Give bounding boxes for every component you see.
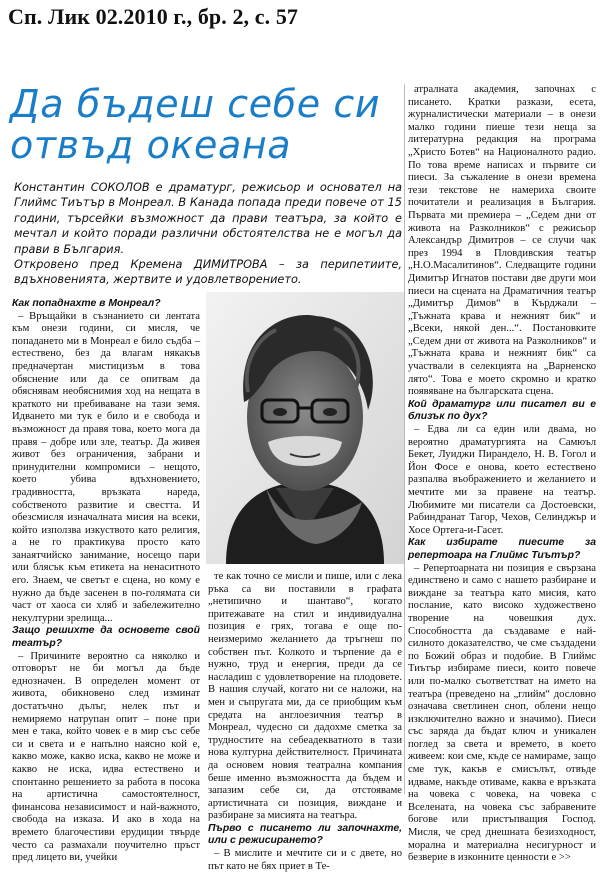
question-3: Първо с писането ли започнахте, или с режисирането? [208,822,402,847]
portrait-photo [206,292,404,564]
answer-3: – В мислите и мечтите си и с двете, но път като не бях приет в Те- [208,848,402,872]
answer-3-continued: атралната академия, започнах с писането. Кратки разкази, есета, журналистически материали – в онези малко години пиеше тези неща за литературна редакция на програма „Христо Ботев“ на Националното радио. По това време написах и първите си пиеси. За съжаление в онези времена тези текстове не намериха своите почитатели и реализация в България. Първата ми премиера – „Седем дни от живота на Разколников“ с режисьор Александър Димитров – се случи чак през 1994 в Пловдивския театър „Н.О.Масалитинов“. Следващите години Димитър Игнатов постави две други мои пиеси на сцената на Драматичния театър „Димитър Димов“ в Кърджали – „Тъжната крава и нежният бик“ и „Всеки, някой ден...“. Постановките „Седем дни от живота на Разколников“ и „Тъжната крава и нежният бик“ са участвали в селекцията на „Варненско лято“. Това е моето скромно и кратко появяване на българската сцена. [408,84,596,398]
publication-header: Сп. Лик 02.2010 г., бр. 2, с. 57 [8,4,299,29]
text-column-middle [208,571,402,872]
question-4: Кой драматург или писател ви е близък по дух? [408,398,596,423]
question-2: Защо решихте да основете свой театър? [12,625,200,650]
article-lede [14,180,402,288]
question-1: Как попаднахте в Монреал? [12,298,161,309]
answer-5: – Репертоарната ни позиция е свързана единствено и само с нашето разбиране и виждане за театъра като мисия, като послание, като високо художествено творение на човешкия дух. Способността да създаваме е най-силното доказателство, че сме създадени по Божий образ и подобие. В Глиймс Тиътър избираме пиеси, които повече или по-малко съответстват на името на театъра (преведено на „глийм“ дословно означава светлинен сноп, облени нещо изключително важно и значимо). Пиеси със заряда да бъдат ключ и уникален поглед за света и времето, в което живеем: кои сме, къде се намираме, защо сме тук, какъв е смисълът, отвъде идваме, накъде отиваме, каква е връзката на човека с човека, на човека с Вселената, на човека със забравените богове или пристъпващия Господ. Мисля, че сред днешната безизходност, морална и материална несигурност и безверие в изконните ценности е >> [408,562,596,864]
answer-2: – Причините вероятно са няколко и отговорът не би могъл да бъде еднозначен. В определен момент от живота, обикновено след изминат достатъчно дълъг, нелек път и немиряемо натрупан опит – поне при мен е така, който човек е в мир със себе си и света и е напълно наясно кой е, какво може, какво иска, какво не може и какво не иска, идва естествено и спонтанно решението за работа в посока на артистична самостоятелност, финансова независимост и най-важното, свобода на изказа. И ако в хода на времето благочестиви ерудиции твърде често са размахали поучително пръст пред лицето ви, учейки [12,650,200,864]
lede-paragraph-2: Откровено пред Кремена ДИМИТРОВА – за перипетиите, вдъхновенията, жертвите и удовлетворението. [14,258,402,287]
answer-2-continued: те как точно се мисли и пише, или с лека ръка са ви поставили в графата „нетипично и шантаво“, когато притежавате на стил и индивидуална позиция е грях, тогава е още по-неизмеримо желанието да тръгнеш по собствен път. Колкото и търпение да е нужно, труд и енергия, преди да се насладиш с удовлетворение на плодовете. В нашия случай, когато ни се наложи, на мен и съпругата ми, да се приобщим към средата на англоезичния театър в Монреал, чудесно си дадохме сметка за трудностите на себеадекватното в тази нова културна действителност. Причината да основем новия театрална компания беше именно възможността да бъдем и запазим себе си, да отстояваме артистичната си позиция, виждане и разбиране за мисията на театъра. [208,571,402,822]
lede-paragraph-1: Константин СОКОЛОВ е драматург, режисьор и основател на Глиймс Тиътър в Монреал. В Канада попада преди повече от 15 години, търсейки възможност да прави театъра, за който е мечтал и който поради различни обстоятелства не е могъл да прави в България. [14,181,402,256]
article-title [10,84,402,166]
column-divider [404,84,405,794]
article-title-line-1: Да бъдеш себе си [10,82,381,126]
text-column-right [408,84,596,864]
question-5: Как избирате пиесите за репертоара на Глиймс Тиътър? [408,537,596,561]
answer-1: – Връщайки в съзнанието си лентата към онези години, си мисля, че попадането ми в Монреал е било съдба – естествено, без да влагам някакъв предначертан мистицизъм в това обяснение или да се опитвам да обяснявам необяснимия ход на нещата в краткото ни пребиваване на тази земя. Идването ми тук е било и е свобода и възможност да правя това, което мога да правя – добре или зле, театър. Да живея живот без ограничения, забрани и принудителни компромиси – нещото, което убива вдъхновението, градивността, връзката нареда, собственото развитие и свестта. И обезсмисля изначалната мисия на всеки, който използва изкуството като религия, а не го практикува просто като занаятчийско занимание, носещо пари или блясък към етикета на ненаситното его. Знаем, че светът е сцена, но кому е нужно да бъде засенен в по-голямата си част от хаоса си хляб и забележително некултурни зрелища... [12,310,200,624]
article-title-line-2: отвъд океана [10,123,292,167]
text-column-left [12,298,200,864]
answer-4: – Едва ли са един или двама, но вероятно драматургията на Самюъл Бекет, Луиджи Пирандело, Н. В. Гогол и Йон Фосе е онова, което естествено разпалва въображението и желанието и мечтите ми за правене на театър. Любимите ми писатели са Достоевски, Рабиндранат Тагор, Чехов, Селинджър и Хосе Ортега-и-Гасет. [408,424,596,536]
portrait-illustration [206,292,404,564]
